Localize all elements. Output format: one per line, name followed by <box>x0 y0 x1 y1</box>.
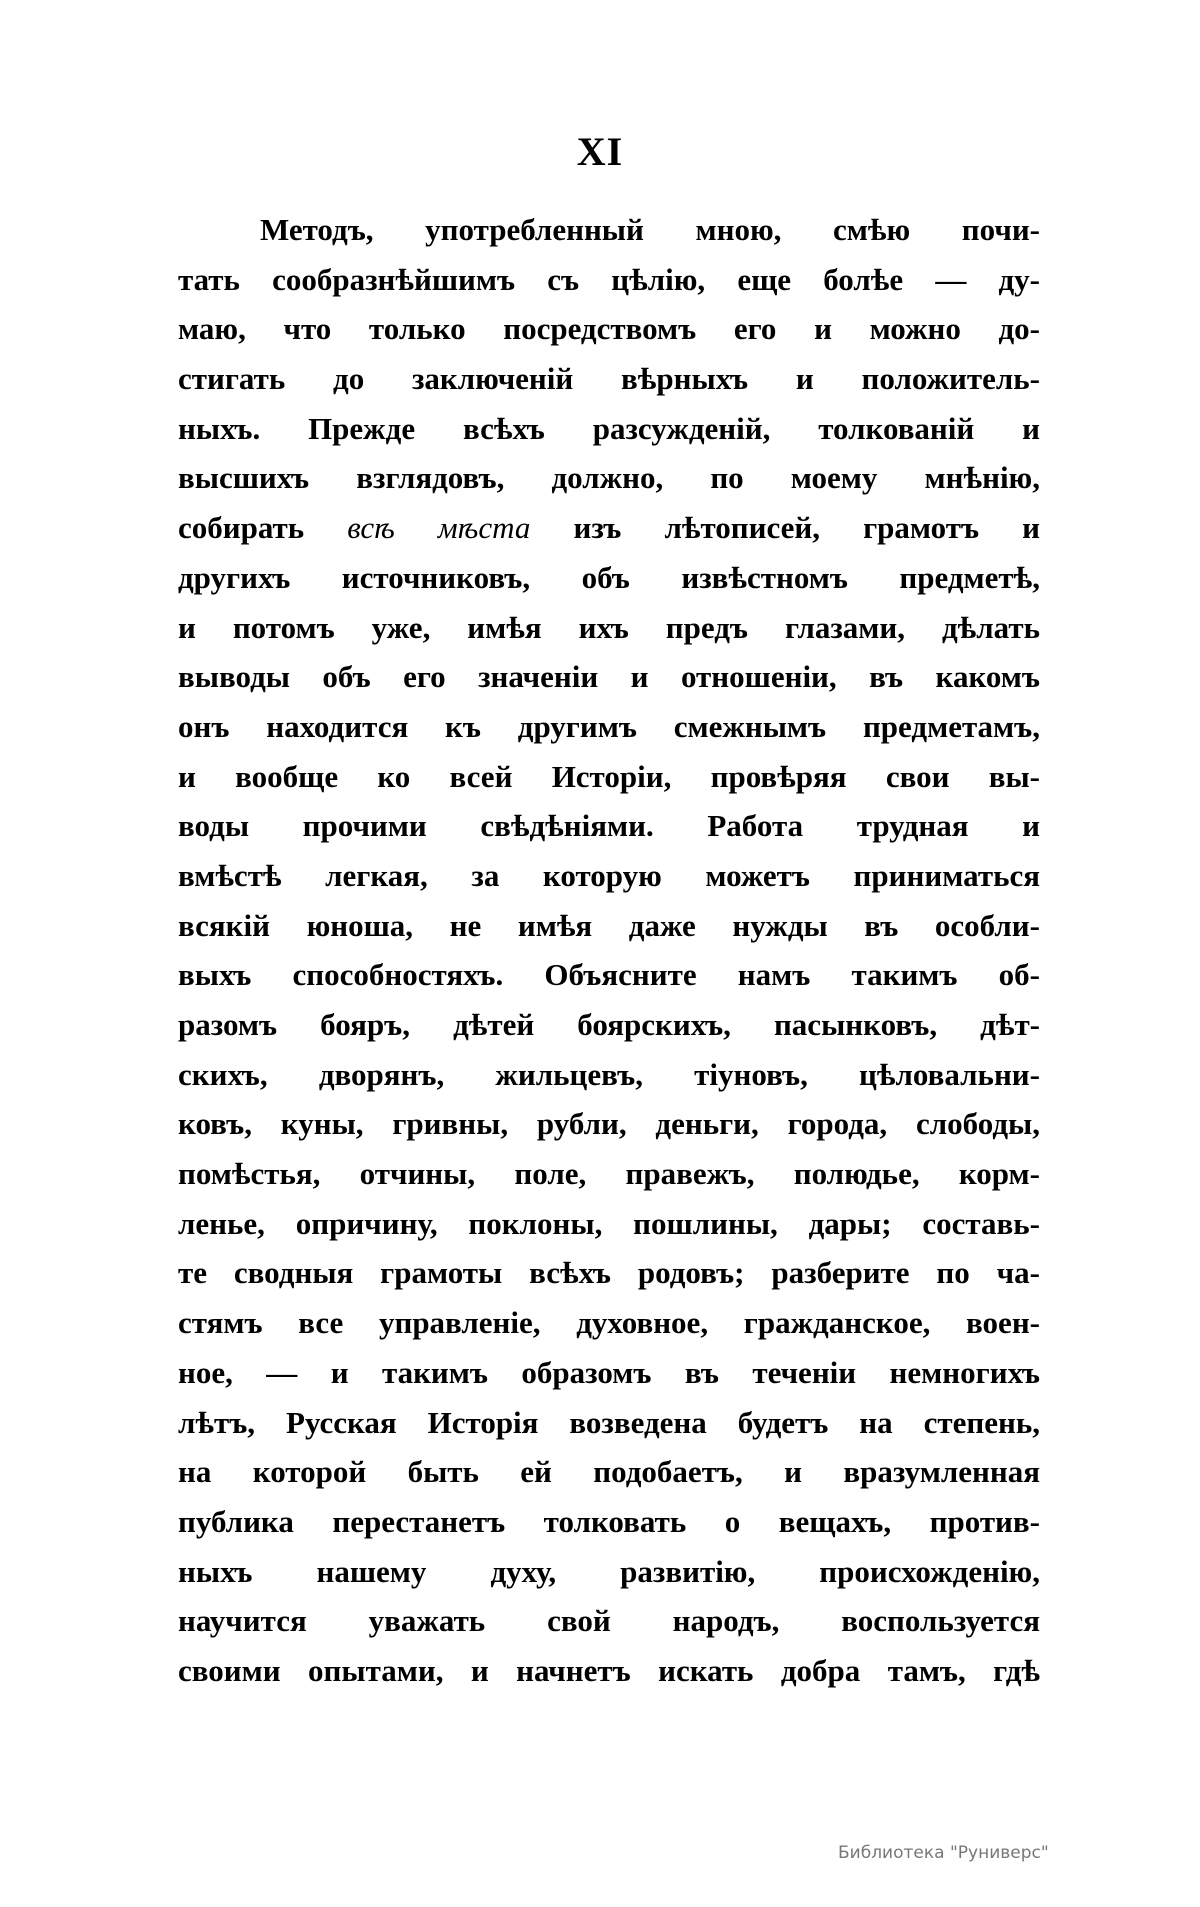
text-line: выхъ способностяхъ. Объясните намъ такимъ об- <box>178 957 1040 993</box>
text-line: разомъ бояръ, дѣтей боярскихъ, пасынковъ, дѣт- <box>178 1007 1040 1042</box>
text-line: всякій юноша, не имѣя даже нужды въ особли- <box>178 907 1040 943</box>
text-line: научится уважать свой народъ, воспользуется <box>178 1603 1040 1639</box>
text-line: ковъ, куны, гривны, рубли, деньги, города, слободы, <box>178 1106 1040 1142</box>
text-line: Методъ, употребленный мною, смѣю почи- <box>260 212 1040 247</box>
text-line: воды прочими свѣдѣніями. Работа трудная и <box>178 808 1040 844</box>
text-line: выводы объ его значеніи и отношеніи, въ какомъ <box>178 659 1040 695</box>
text-line: другихъ источниковъ, объ извѣстномъ предметѣ, <box>178 559 1040 595</box>
italic-phrase: всѣ мѣста <box>347 510 531 546</box>
text-line: высшихъ взглядовъ, должно, по моему мнѣнію, <box>178 460 1040 496</box>
text-segment: изъ лѣтописей, грамотъ и <box>530 510 1040 546</box>
library-watermark: Библиотека "Руниверс" <box>838 1843 1049 1863</box>
body-paragraph <box>178 205 1040 1696</box>
text-segment: собирать <box>178 510 348 546</box>
text-line: скихъ, дворянъ, жильцевъ, тіуновъ, цѣловальни- <box>178 1056 1040 1092</box>
text-line: своими опытами, и начнетъ искать добра тамъ, гдѣ <box>178 1652 1040 1688</box>
text-line: публика перестанетъ толковать о вещахъ, против- <box>178 1503 1040 1539</box>
text-line: ленье, опричину, поклоны, пошлины, дары; составь- <box>178 1205 1040 1241</box>
text-line <box>178 503 1040 553</box>
text-line: лѣтъ, Русская Исторія возведена будетъ на степень, <box>178 1404 1040 1440</box>
text-line: стямъ все управленіе, духовное, гражданское, воен- <box>178 1305 1040 1341</box>
text-line: помѣстья, отчины, поле, правежъ, полюдье, корм- <box>178 1156 1040 1192</box>
text-line: на которой быть ей подобаетъ, и вразумленная <box>178 1454 1040 1490</box>
text-line: те сводныя грамоты всѣхъ родовъ; разберите по ча- <box>178 1255 1040 1291</box>
text-line: ныхъ. Прежде всѣхъ разсужденій, толкованій и <box>178 410 1040 446</box>
page-number: XI <box>576 129 624 174</box>
text-line: онъ находится къ другимъ смежнымъ предметамъ, <box>178 708 1040 744</box>
text-line: и потомъ уже, имѣя ихъ предъ глазами, дѣлать <box>178 609 1040 645</box>
text-line: вмѣстѣ легкая, за которую можетъ приниматься <box>178 857 1040 893</box>
text-line: тать сообразнѣйшимъ съ цѣлію, еще болѣе — ду- <box>178 261 1040 297</box>
text-line: и вообще ко всей Исторіи, провѣряя свои вы- <box>178 758 1040 794</box>
text-line: ныхъ нашему духу, развитію, происхожденію, <box>178 1553 1040 1589</box>
text-line: ное, — и такимъ образомъ въ теченіи немногихъ <box>178 1354 1040 1390</box>
text-line: стигать до заключеній вѣрныхъ и положитель- <box>178 361 1040 397</box>
text-line: маю, что только посредствомъ его и можно до- <box>178 311 1040 347</box>
